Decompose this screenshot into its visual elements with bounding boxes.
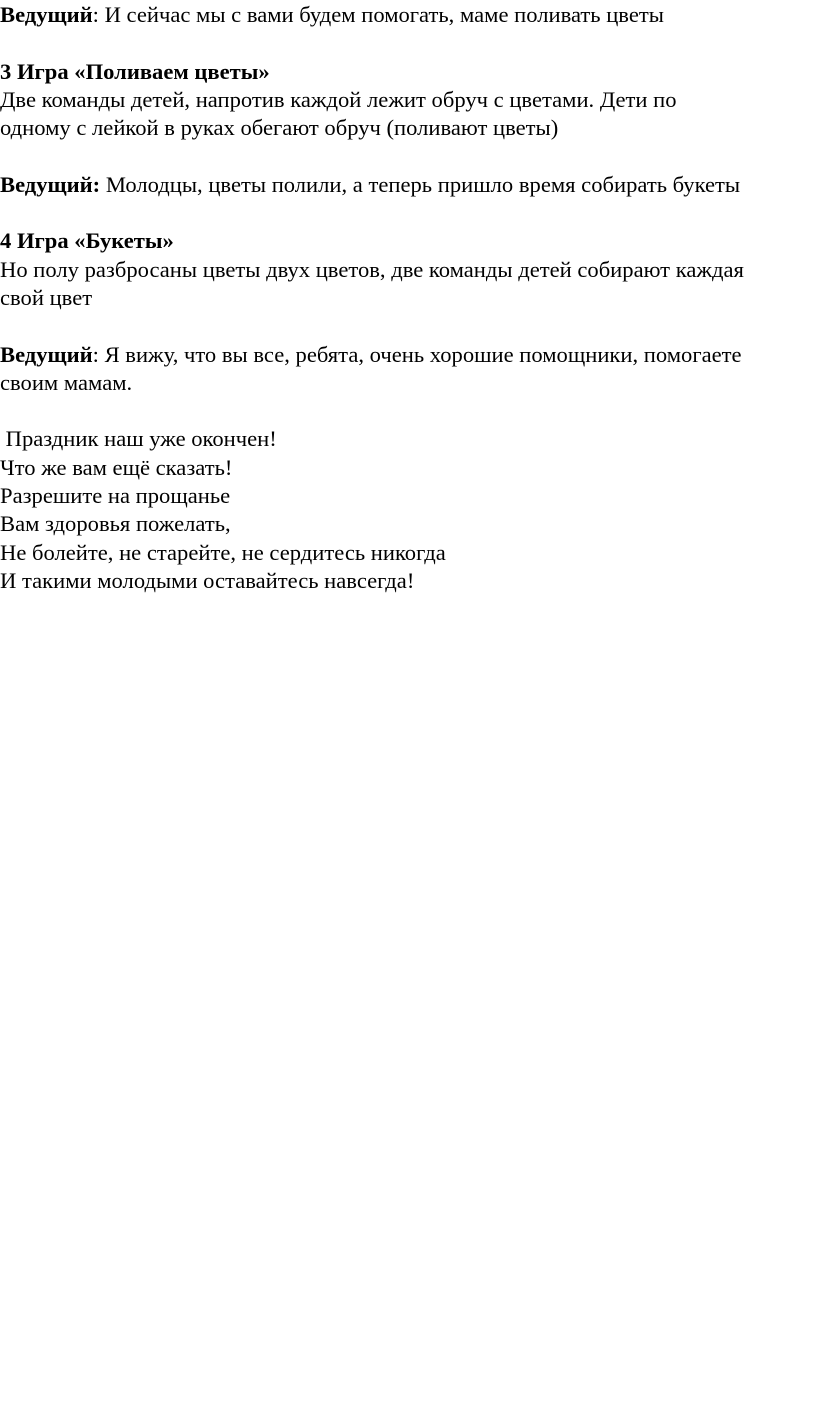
paragraph-gap [0, 29, 816, 57]
poem-line-6: И такими молодыми оставайтесь навсегда! [0, 567, 415, 593]
paragraph-gap [0, 397, 816, 425]
paragraph-gap [0, 142, 816, 170]
game-3-heading: 3 Игра «Поливаем цветы» [0, 58, 270, 84]
host-line-3-continuation: своим мамам. [0, 369, 133, 395]
host-line-1 [0, 1, 816, 29]
speaker-label: Ведущий [0, 2, 93, 27]
game-3-description-line-2: одному с лейкой в руках обегают обруч (поливают цветы) [0, 115, 559, 141]
poem-line-5: Не болейте, не старейте, не сердитесь никогда [0, 539, 446, 565]
paragraph-gap [0, 312, 816, 340]
host-line-2 [0, 171, 816, 199]
speaker-label: Ведущий: [0, 171, 101, 197]
poem-line-1: Праздник наш уже окончен! [0, 426, 277, 452]
poem-line-3: Разрешите на прощанье [0, 483, 231, 509]
document-body [0, 1, 816, 595]
paragraph-gap [0, 199, 816, 227]
speaker-label: Ведущий [0, 341, 93, 367]
game-4-description-line-1: Но полу разбросаны цветы двух цветов, две команды детей собирают каждая [0, 256, 744, 282]
host-line-3 [0, 341, 816, 369]
closing-poem [0, 425, 816, 595]
game-4-heading: 4 Игра «Букеты» [0, 228, 174, 254]
poem-line-4: Вам здоровья пожелать, [0, 511, 231, 537]
host-line-1-text: : И сейчас мы с вами будем помогать, маме поливать цветы [92, 2, 664, 27]
host-line-3-text: : Я вижу, что вы все, ребята, очень хорошие помощники, помогаете [92, 341, 742, 367]
game-4-description-line-2: свой цвет [0, 284, 93, 310]
game-3-description-line-1: Две команды детей, напротив каждой лежит обруч с цветами. Дети по [0, 86, 677, 112]
poem-line-2: Что же вам ещё сказать! [0, 454, 233, 480]
host-line-2-text: Молодцы, цветы полили, а теперь пришло время собирать букеты [100, 171, 741, 197]
